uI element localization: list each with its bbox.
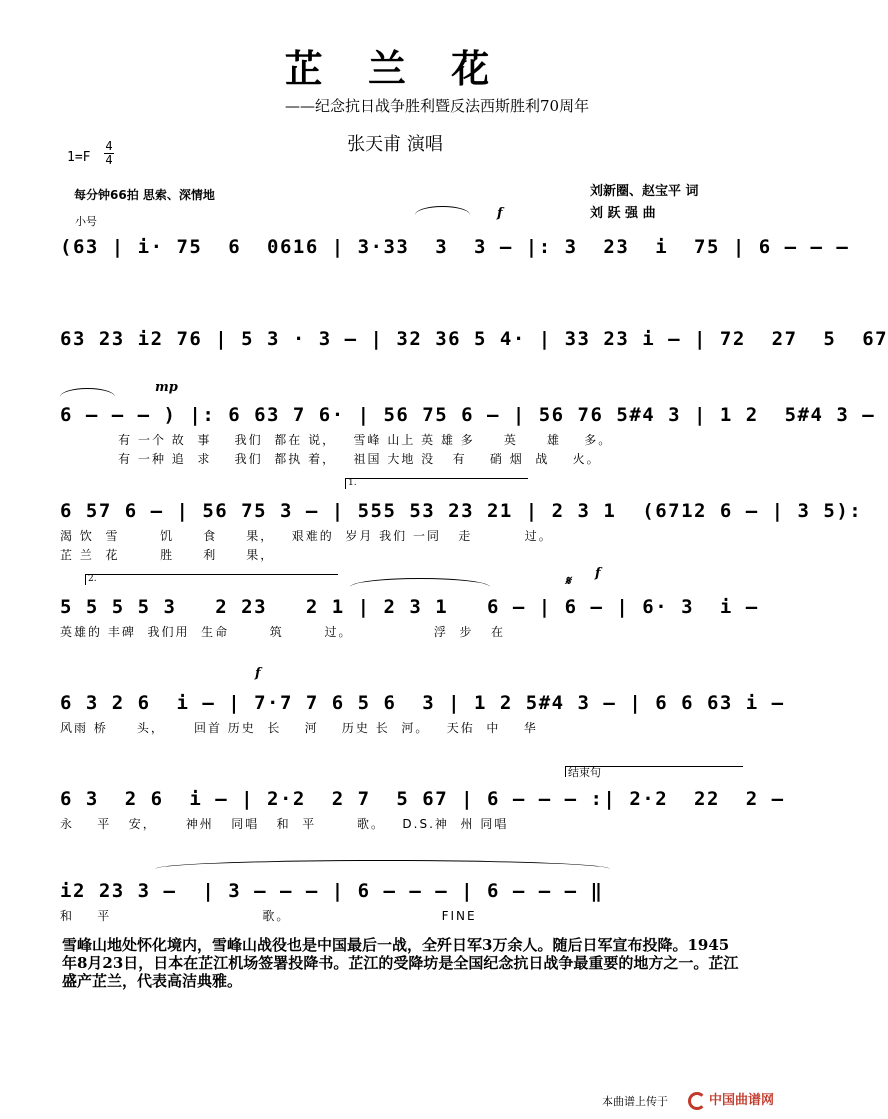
instrument-label: 小号 — [75, 215, 97, 228]
notation-line: 5 5 5 5 3 2 23 2 1 | 2 3 1 6 – | 6 – | 6· 3 i – — [60, 596, 759, 618]
ending-label: 结束句 — [565, 766, 743, 777]
lyrics-verse-2: 有 一种 追 求 我们 都执 着， 祖国 大地 没 有 硝 烟 战 火。 — [60, 452, 601, 466]
lyrics-verse-1: 英雄的 丰碑 我们用 生命 筑 过。 浮 步 在 — [60, 625, 505, 639]
lyrics-verse-1: 和 平 歌。 FINE — [60, 909, 477, 923]
composer-credit: 刘 跃 强 曲 — [590, 206, 656, 221]
lyrics-verse-2: 芷 兰 花 胜 利 果， — [60, 548, 275, 562]
site-logo-text: 中国曲谱网 — [709, 1093, 775, 1108]
site-logo[interactable] — [688, 1089, 774, 1110]
footnote-text: 雪峰山地处怀化境内，雪峰山战役也是中国最后一战，全歼日军3万余人。随后日军宣布投降。1945年8月23日，日本在芷江机场签署投降书。芷江的受降坊是全国纪念抗日战争最重要的地方之一。芷江盛产芷兰，代表高洁典雅。 — [62, 936, 739, 990]
dynamic-forte: f — [595, 566, 601, 581]
lyricist-credit: 刘新圈、赵宝平 词 — [590, 184, 699, 199]
lyrics-verse-1: 风雨 桥 头， 回首 历史 长 河 历史 长 河。 天佑 中 华 — [60, 721, 538, 735]
logo-icon — [688, 1092, 706, 1110]
dynamic-forte: f — [255, 666, 261, 681]
meter-bottom: 4 — [105, 153, 113, 167]
lyrics-verse-1: 永 平 安， 神州 同唱 和 平 歌。 D.S.神 州 同唱 — [60, 817, 509, 831]
segno-sign: 𝄋 — [565, 574, 571, 589]
notation-line: 6 3 2 6 i – | 2·2 2 7 5 67 | 6 – – – :| 2·2 22 2 – — [60, 788, 785, 810]
notation-line: 6 57 6 – | 56 75 3 – | 555 53 23 21 | 2 3 1 (6712 6 – | 3 5): — [60, 500, 863, 522]
song-subtitle: ——纪念抗日战争胜利暨反法西斯胜利70周年 — [285, 97, 590, 115]
notation-line: 6 3 2 6 i – | 7·7 7 6 5 6 3 | 1 2 5#4 3 – | 6 6 63 i – — [60, 692, 785, 714]
lyrics-verse-1: 有 一个 故 事 我们 都在 说， 雪峰 山上 英 雄 多 英 雄 多。 — [60, 433, 613, 447]
key-signature: 1=F — [67, 150, 91, 165]
notation-line: 6 – – – ) |: 6 63 7 6· | 56 75 6 – | 56 76 5#4 3 | 1 2 5#4 3 – — [60, 404, 876, 426]
singer-credit: 张天甫 演唱 — [347, 134, 443, 155]
notation-line: (63 | i· 75 6 0616 | 3·33 3 3 – |: 3 23 i 75 | 6 – – – — [60, 236, 850, 258]
lyrics-verse-1: 渴 饮 雪 饥 食 果， 艰难的 岁月 我们 一同 走 过。 — [60, 529, 553, 543]
upload-note: 本曲谱上传于 — [602, 1095, 668, 1108]
tempo-marking: 每分钟66拍 思索、深情地 — [74, 188, 215, 202]
meter-top: 4 — [105, 139, 113, 153]
volta-1: 1. — [345, 478, 528, 489]
volta-2: 2. — [85, 574, 338, 585]
song-title: 芷 兰 花 — [284, 46, 506, 91]
time-signature — [104, 140, 114, 167]
notation-line: i2 23 3 – | 3 – – – | 6 – – – | 6 – – – ‖ — [60, 880, 604, 902]
notation-line: 63 23 i2 76 | 5 3 · 3 – | 32 36 5 4· | 33 23 i – | 72 27 5 67 — [60, 328, 888, 350]
dynamic-forte: f — [497, 206, 503, 221]
dynamic-mezzo-piano: mp — [155, 380, 178, 395]
